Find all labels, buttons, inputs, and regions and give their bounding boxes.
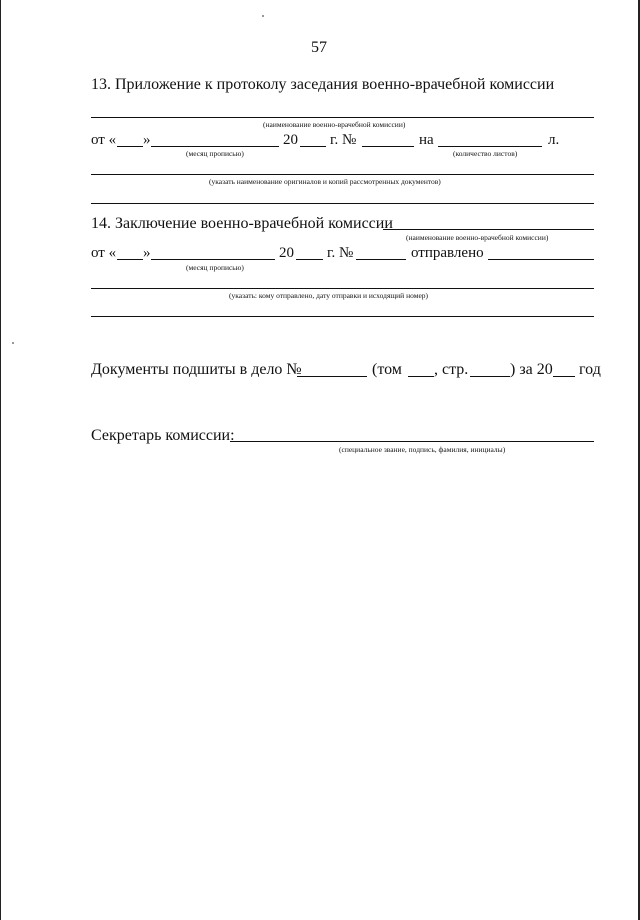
section14-month-hint: (месяц прописью) <box>186 263 244 272</box>
section14-sent-hint: (указать: кому отправлено, дату отправки и исходящий номер) <box>229 291 429 300</box>
section14-commission-hint: (наименование военно-врачебной комиссии) <box>406 233 549 242</box>
filing-year-word: год <box>579 361 601 378</box>
secretary-signature-field[interactable] <box>230 441 594 442</box>
section14-day-field[interactable] <box>117 259 143 260</box>
section14-sent-details-line[interactable] <box>91 288 594 289</box>
filing-case-number-field[interactable] <box>297 376 367 377</box>
section14-commission-field[interactable] <box>383 229 594 230</box>
secretary-label: Секретарь комиссии: <box>91 427 235 444</box>
section14-heading: 14. Заключение военно-врачебной комиссии <box>91 215 393 232</box>
section14-sent-label: отправлено <box>411 245 484 261</box>
section14-sent-details-line-2[interactable] <box>91 316 594 317</box>
section13-year-field[interactable] <box>300 146 326 147</box>
section14-year-prefix: 20 <box>279 245 294 261</box>
scan-speck <box>262 15 264 17</box>
section14-sent-field[interactable] <box>488 259 594 260</box>
section13-sheets-hint: (количество листов) <box>453 149 518 158</box>
section13-day-field[interactable] <box>117 146 143 147</box>
filing-volume-open: (том <box>372 361 402 378</box>
secretary-hint: (специальное звание, подпись, фамилия, инициалы) <box>339 445 506 454</box>
section13-documents-line-2[interactable] <box>91 203 594 204</box>
filing-volume-field[interactable] <box>408 376 434 377</box>
section13-number-field[interactable] <box>362 146 414 147</box>
filing-page-field[interactable] <box>470 376 510 377</box>
section13-commission-line[interactable] <box>91 117 594 118</box>
section13-on-label: на <box>419 132 434 148</box>
section13-sheets-suffix: л. <box>548 132 560 148</box>
section14-number-field[interactable] <box>356 259 406 260</box>
section13-sheets-field[interactable] <box>438 146 542 147</box>
filing-page-label: , стр. <box>434 361 469 378</box>
section13-month-hint: (месяц прописью) <box>186 149 244 158</box>
filing-year-field[interactable] <box>553 376 575 377</box>
section13-quote-close: » <box>143 132 151 148</box>
section13-documents-hint: (указать наименование оригиналов и копий рассмотренных документов) <box>209 177 441 186</box>
filing-year-close: ) за 20 <box>510 361 553 378</box>
section13-heading: 13. Приложение к протоколу заседания военно-врачебной комиссии <box>91 76 555 93</box>
section14-number-label: г. № <box>327 245 354 261</box>
section13-number-label: г. № <box>330 132 357 148</box>
section14-from-label: от « <box>91 245 117 261</box>
section14-month-field[interactable] <box>151 259 275 260</box>
section13-month-field[interactable] <box>151 146 279 147</box>
section13-from-label: от « <box>91 132 117 148</box>
section13-documents-line[interactable] <box>91 174 594 175</box>
filing-label: Документы подшиты в дело № <box>91 361 302 378</box>
section13-commission-hint: (наименование военно-врачебной комиссии) <box>263 120 406 129</box>
page-border-left <box>0 0 1 920</box>
scan-speck <box>12 342 14 344</box>
section14-year-field[interactable] <box>296 259 323 260</box>
section13-year-prefix: 20 <box>283 132 298 148</box>
page-number: 57 <box>311 39 327 56</box>
section14-quote-close: » <box>143 245 151 261</box>
